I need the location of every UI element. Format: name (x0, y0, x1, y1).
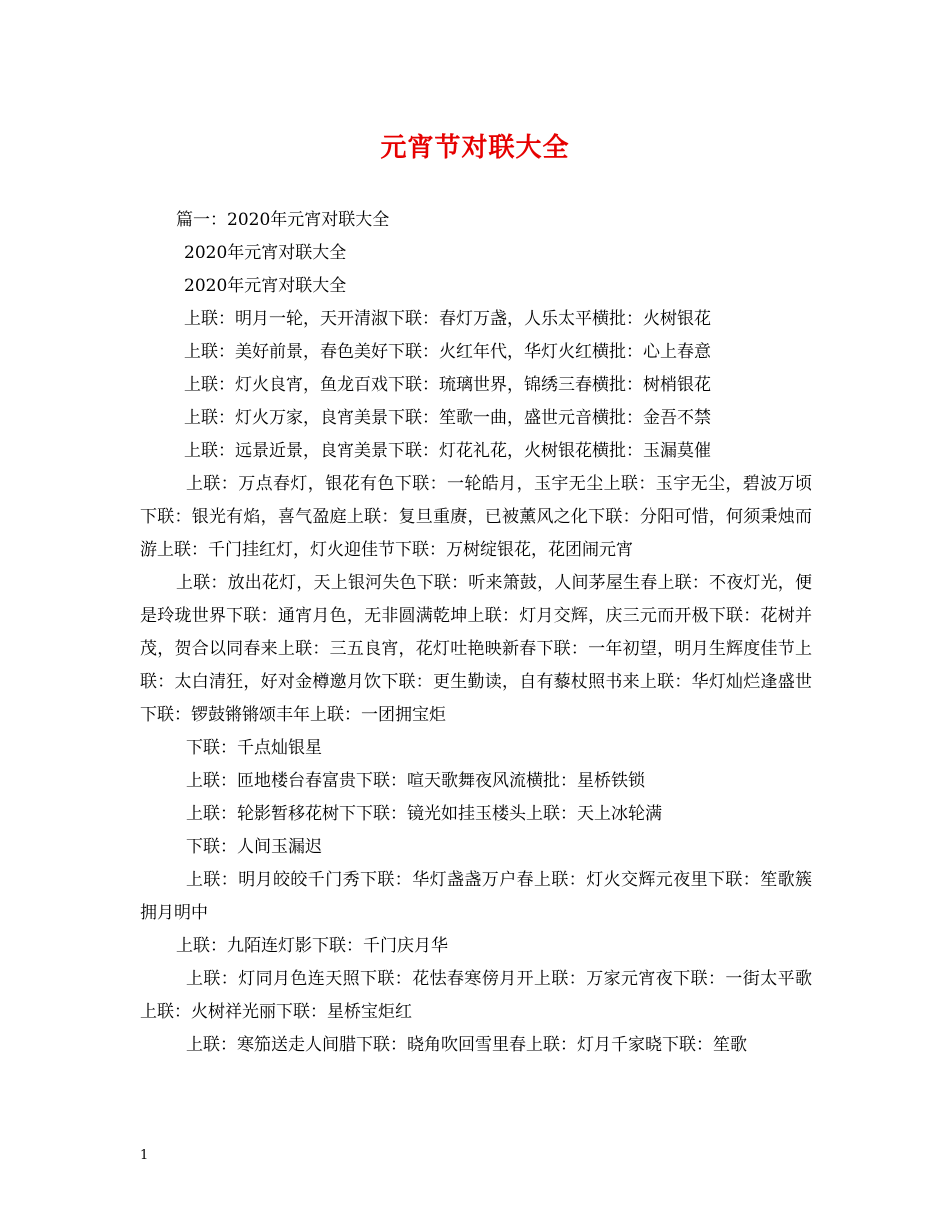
paragraph: 上联：放出花灯，天上银河失色下联：听来箫鼓，人间茅屋生春上联：不夜灯光，便是玲珑世界下联：通宵月色，无非圆满乾坤上联：灯月交辉，庆三元而开极下联：花树并茂，贺合以同春来上联：三五良宵，花灯吐艳映新春下联：一年初望，明月生辉度佳节上联：太白清狂，好对金樽邀月饮下联：更生勤读，自有藜杖照书来上联：华灯灿烂逢盛世下联：锣鼓锵锵颂丰年上联：一团拥宝炬 (140, 573, 812, 725)
paragraph: 上联：轮影暂移花树下下联：镜光如挂玉楼头上联：天上冰轮满 (186, 804, 662, 824)
paragraph: 上联：远景近景，良宵美景下联：灯花礼花，火树银花横批：玉漏莫催 (184, 441, 711, 461)
paragraph: 2020年元宵对联大全 (184, 243, 347, 263)
document-body (140, 204, 812, 1062)
paragraph: 上联：美好前景，春色美好下联：火红年代，华灯火红横批：心上春意 (184, 342, 711, 362)
paragraph: 上联：匝地楼台春富贵下联：喧天歌舞夜风流横批：星桥铁锁 (186, 771, 645, 791)
paragraph: 上联：寒笳送走人间腊下联：晓角吹回雪里春上联：灯月千家晓下联：笙歌 (186, 1035, 747, 1055)
paragraph: 上联：万点春灯，银花有色下联：一轮皓月，玉宇无尘上联：玉宇无尘，碧波万顷下联：银光有焰，喜气盈庭上联：复旦重赓，已被薰风之化下联：分阳可惜，何须秉烛而游上联：千门挂红灯，灯火迎佳节下联：万树绽银花，花团闹元宵 (140, 474, 812, 560)
page-number: 1 (140, 1148, 149, 1163)
paragraph: 上联：灯火万家，良宵美景下联：笙歌一曲，盛世元音横批：金吾不禁 (184, 408, 711, 428)
document-title: 元宵节对联大全 (380, 133, 570, 163)
paragraph: 上联：明月一轮，天开清淑下联：春灯万盏，人乐太平横批：火树银花 (184, 309, 711, 329)
paragraph: 上联：九陌连灯影下联：千门庆月华 (176, 936, 448, 956)
paragraph: 下联：人间玉漏迟 (186, 837, 322, 857)
paragraph: 2020年元宵对联大全 (184, 276, 347, 296)
paragraph: 下联：千点灿银星 (186, 738, 322, 758)
paragraph: 上联：明月皎皎千门秀下联：华灯盏盏万户春上联：灯火交辉元夜里下联：笙歌簇拥月明中 (140, 870, 812, 923)
paragraph: 上联：灯火良宵，鱼龙百戏下联：琉璃世界，锦绣三春横批：树梢银花 (184, 375, 711, 395)
paragraph: 上联：灯同月色连天照下联：花怯春寒傍月开上联：万家元宵夜下联：一街太平歌上联：火树祥光丽下联：星桥宝炬红 (140, 969, 812, 1022)
paragraph: 篇一：2020年元宵对联大全 (176, 210, 390, 230)
